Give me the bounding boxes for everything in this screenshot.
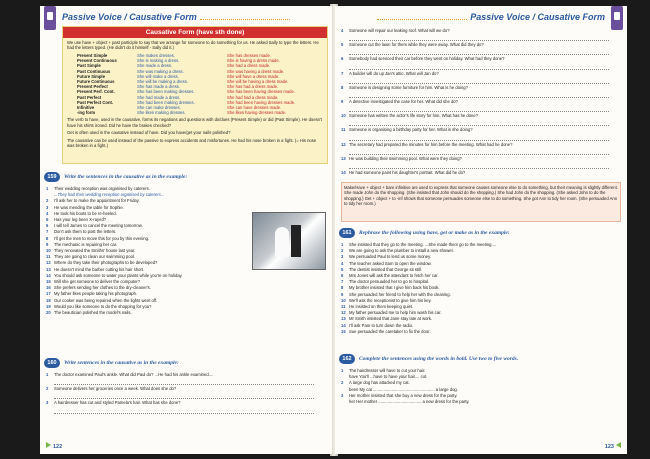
item-number: 14 [341,170,346,176]
item-number: 11 [341,304,346,310]
item-text: We persuaded Paul to lend us some money. [349,254,432,260]
item-text: Our cooker was being repaired when the lights went off. [54,297,158,303]
item-number: 1 [46,372,49,377]
item-number: 5 [341,266,344,272]
item-text: He insisted on them keeping quiet. [349,304,414,310]
item-number: 4 [341,260,344,266]
answer-line[interactable] [349,148,609,155]
exercise-160-continued [341,28,609,184]
tense-name: Present Continuous [77,58,117,64]
item-text: I'll ask Pam to turn down the radio. [349,322,414,328]
tense-causative: She likes having dresses made. [227,110,287,116]
item-number: 9 [341,291,344,297]
item-text: Where do they take their photographs to be developed? [54,260,158,266]
tense-causative: She had a dress made. [227,63,271,69]
tense-name: Past Perfect [77,94,102,100]
item-number: 10 [46,248,51,254]
tense-name: Past Perfect Cont. [77,99,114,105]
item-text: Someone delivers her groceries once a week. What does she do? [54,386,177,392]
item-number: 3 [341,254,344,260]
item-number: 19 [46,303,51,309]
tense-active: She made a dress. [137,63,173,69]
exercise-162-heading: 162 Complete the sentences using the words in bold. Use two to five words. [339,354,518,364]
item-text: We'll ask the receptionist to give him his key. [349,297,432,303]
item-number: 2 [341,380,344,386]
tense-active: She will make a dress. [137,73,179,79]
item-text: A large dog has attacked my cat. [349,380,410,386]
item-number: 15 [341,328,346,334]
item-text: Someone will repair our leaking roof. What will we do? [349,28,450,33]
left-page-title: Passive Voice / Causative Form [62,12,293,22]
tense-causative: She is having a dress made. [227,58,280,64]
item-text: A detective investigated the case for her. What did she do? [349,99,458,105]
item-number: 6 [341,273,344,279]
answer-line[interactable] [349,34,609,41]
tense-active: She is making a dress. [137,58,180,64]
item-number: 16 [46,285,51,291]
item-text: You should ask someone to water your plants while you're on holiday. [54,272,183,278]
exercise-160-heading: 160 Write sentences in the causative as in the example: [44,358,179,368]
item-number: 7 [46,229,49,235]
bookmark-tab-icon [611,6,623,30]
page-number-left: 122 [46,442,62,450]
item-text: The secretary had prepared the minutes for him before the meeting. What had he done? [349,141,513,147]
tense-causative: She will have a dress made. [227,73,280,79]
item-number: 11 [46,254,51,260]
answer-line[interactable] [349,63,609,70]
item-number: 3 [46,204,49,210]
exercise-number: 161 [339,228,355,238]
item-number: 12 [341,310,346,316]
item-number: 13 [341,155,346,161]
exercise-number: 162 [339,354,355,364]
answer-line[interactable] [349,134,609,141]
item-text: been My cat ..................................................... a large dog. [349,386,458,392]
tense-active: She can make dresses. [137,104,181,110]
bookmark-tab-icon [44,6,56,30]
tense-active: She makes dresses. [137,52,175,58]
note-2: Get is often used in the causative instead of have. Did you have/get your nails polished? [67,130,231,136]
item-number: 2 [46,386,49,392]
grammar-note-box: Make/Have + object + bare infinitive are used to express that someone causes someone else to do something, but their meaning is slightly different. She made John do the shopping. (She insisted that John should do the shopping.) She had John do the shopping. (She asked John to do the shopping.) Get + object + to -inf shows that someone persuades someone else to do something. She got Ann to tidy her room. (She persuaded Ann to tidy her room.) [341,182,621,222]
item-text: She insisted that they go to the meeting. ...She made them go to the meeting.... [349,242,497,247]
answer-line[interactable] [349,48,609,55]
item-text: I will tell James to cancel the meeting tomorrow. [54,223,143,229]
tense-causative: She can have dresses made. [227,104,282,110]
exercise-item [341,329,496,335]
tense-table [63,53,327,115]
item-number: 14 [341,322,346,328]
item-text: Sue persuaded the caretaker to fix the door. [349,328,431,334]
tense-causative: She has had a dress made. [227,84,279,90]
item-text: My brother insisted that I give him back his book. [349,285,440,291]
item-number: 9 [341,99,344,105]
item-text: We are going to ask the plumber to install a new shower. [349,248,454,254]
item-number: 20 [46,310,51,316]
item-text: Mr Smith insisted that Jane stay late at work. [349,316,433,322]
item-number: 5 [341,42,344,48]
item-text: The beautician polished the model's nails. [54,310,132,316]
item-number: 10 [341,297,346,303]
tense-causative: She had been having dresses made. [227,99,296,105]
exercise-item [341,399,469,405]
item-number: 5 [46,217,49,223]
item-number: 12 [341,141,346,147]
tense-causative: She will be having a dress made. [227,78,289,84]
tense-name: Infinitive [77,104,95,110]
item-number: 11 [341,127,346,133]
tense-active: She was making a dress. [137,68,184,74]
item-number: 6 [341,56,344,62]
item-text: The doctor examined Paul's ankle. What did Paul do? ...He had his ankle examined.... [54,372,214,377]
item-number: 8 [341,285,344,291]
page-number-right: 123 [605,442,621,450]
item-text: I'll get the men to move this for you by this evening. [54,235,150,241]
left-page [40,6,332,454]
wedding-photo [252,212,326,270]
item-number: 1 [46,186,49,191]
item-number: 18 [46,297,51,303]
answer-line[interactable] [349,162,609,169]
grammar-box [62,26,328,164]
answer-line[interactable] [349,77,609,84]
tense-causative: She has been having dresses made. [227,89,295,95]
item-number: 3 [341,392,344,398]
tense-name: Present Perfect [77,84,108,90]
exercise-160-list [46,372,314,415]
answer-line[interactable] [54,392,314,399]
item-number: 2 [341,248,344,254]
item-text: They renovated the Smiths' house last year. [54,248,136,254]
arrow-left-icon [616,442,621,448]
item-text: He had someone paint his daughter's portrait. What did he do? [349,170,466,176]
tense-name: Future Continuous [77,78,115,84]
rule-text: We use have + object + past participle to say that we arrange for someone to do something for us. He asked Sally to type the letters. He had the letters typed. (He didn't do it himself - Sally did it.) [67,40,319,51]
item-number: 1 [341,242,344,247]
tense-row [63,110,327,115]
item-text: Has your leg been X-rayed? [54,217,107,223]
item-text: He was building their swimming pool. What were they doing? [349,155,462,161]
item-text: The doctor persuaded her to go to hospital. [349,279,430,285]
item-number: 13 [46,266,51,272]
item-text: Would you like someone to do the shopping for you? [54,303,152,309]
item-text: Mrs Jones will ask the attendant to fetch her car. [349,273,439,279]
tense-causative: She has dresses made. [227,52,271,58]
tense-name: Present Perf. Cont. [77,89,115,95]
exercise-159-list [46,186,183,316]
item-text: Don't ask them to post the letters. [54,229,117,235]
item-text: They are going to clean our swimming pool. [54,254,135,260]
item-text: have You'll ...have to have your hair.... cut. [349,374,428,380]
tense-active: She will be making a dress. [137,78,188,84]
exercise-159-heading: 159 Write the sentences in the causative as in the example: [44,172,187,182]
tense-name: Past Simple [77,63,101,69]
item-text: Somebody had serviced their car before they went on holiday. What had they done? [349,56,505,62]
item-text: I'll ask her to make the appointment for Friday. [54,198,140,204]
exercise-161-heading: 161 Rephrase the following using have, get or make as in the example: [339,228,510,238]
item-number: 10 [341,113,346,119]
item-text: Someone cut the lawn for them while they were away. What did they do? [349,42,484,48]
answer-line[interactable] [54,407,314,414]
item-text: her Her mother ..................................... a new dress for the party. [349,399,470,405]
tense-causative: She was having a dress made. [227,68,285,74]
answer-line[interactable] [54,378,314,385]
item-text: The hairdresser will have to cut your hair. [349,368,426,373]
item-text: He was mending the table for Sophie. [54,204,124,210]
item-number: 14 [46,272,51,278]
grammar-box-heading: Causative Form (have sth done) [63,27,327,38]
note-1: The verb to have, used in the causative, forms its negations and questions with do/does (Present Simple) or did (Past Simple). He doesn't have his shirts ironed. Did he have the brakes checked? [67,117,322,128]
exercise-number: 159 [44,172,60,182]
item-text: My father likes people taking his photograph. [54,291,138,297]
tense-active: She had been making dresses. [137,99,195,105]
tense-active: She has been making dresses. [137,89,195,95]
right-page [335,6,627,454]
item-text: A hairdresser has cut and styled Pamela's hair. What has she done? [54,400,181,406]
item-number: 4 [341,28,344,33]
item-text: My father persuaded me to help him wash his car. [349,310,442,316]
tense-name: Present Simple [77,52,108,58]
tense-name: -ing form [77,110,96,116]
tense-active: She likes making dresses. [137,110,186,116]
item-text: He took his boots to be re-heeled. [54,210,117,216]
right-page-title: Passive Voice / Causative Form [374,12,605,22]
item-number: 2 [46,198,49,204]
item-text: Her mother insisted that she buy a new dress for the party. [349,392,458,398]
item-text: She persuaded her friend to help her with the cleaning. [349,291,451,297]
item-text: She prefers sending her clothes to the dry-cleaner's. [54,285,151,291]
item-text: Their wedding reception was organised by caterers. [54,186,150,191]
note-3: The causative can be used instead of the passive to express accidents and misfortunes. He had his nose broken in a fight. (= His nose was broken in a fight.) [67,137,317,149]
answer-line[interactable] [349,105,609,112]
item-number: 13 [341,316,346,322]
item-text: Will she get someone to deliver the computer? [54,279,141,285]
item-number: 8 [46,235,49,241]
item-text: A builder will do up Jan's attic. What will Jan do? [349,70,439,76]
exercise-161-list [341,242,496,335]
item-number: 3 [46,400,49,406]
item-number: 12 [46,260,51,266]
tense-active: She has made a dress. [137,84,181,90]
item-text: The teacher asked Sam to open the window. [349,260,432,266]
tense-causative: She had had a dress made. [227,94,279,100]
item-text: Someone is organising a birthday party for her. What is she doing? [349,127,473,133]
item-number: 17 [46,291,51,297]
tense-name: Future Simple [77,73,105,79]
item-number: 4 [46,210,49,216]
item-number: 6 [46,223,49,229]
exercise-number: 160 [44,358,60,368]
item-text: The mechanic is repairing her car. [54,241,118,247]
item-number: 7 [341,70,344,76]
item-number: 9 [46,241,49,247]
tense-name: Past Continuous [77,68,111,74]
item-number: 7 [341,279,344,285]
item-text: The dentist insisted that George sit still. [349,266,423,272]
answer-line[interactable] [349,91,609,98]
item-number: 8 [341,84,344,90]
tense-active: She had made a dress. [137,94,181,100]
answer-line[interactable] [349,119,609,126]
item-number: 1 [341,368,344,373]
item-number: 15 [46,279,51,285]
exercise-162-list [341,368,469,405]
item-text: He doesn't mind the barber cutting his hair short. [54,266,145,272]
arrow-right-icon [46,442,51,448]
item-text: ...They had their wedding reception organised by caterers... [54,192,165,198]
exercise-item [46,310,183,316]
item-text: Someone has written the actor's life story for him. What has he done? [349,113,479,119]
item-text: Someone is designing some furniture for him. What is he doing? [349,84,468,90]
